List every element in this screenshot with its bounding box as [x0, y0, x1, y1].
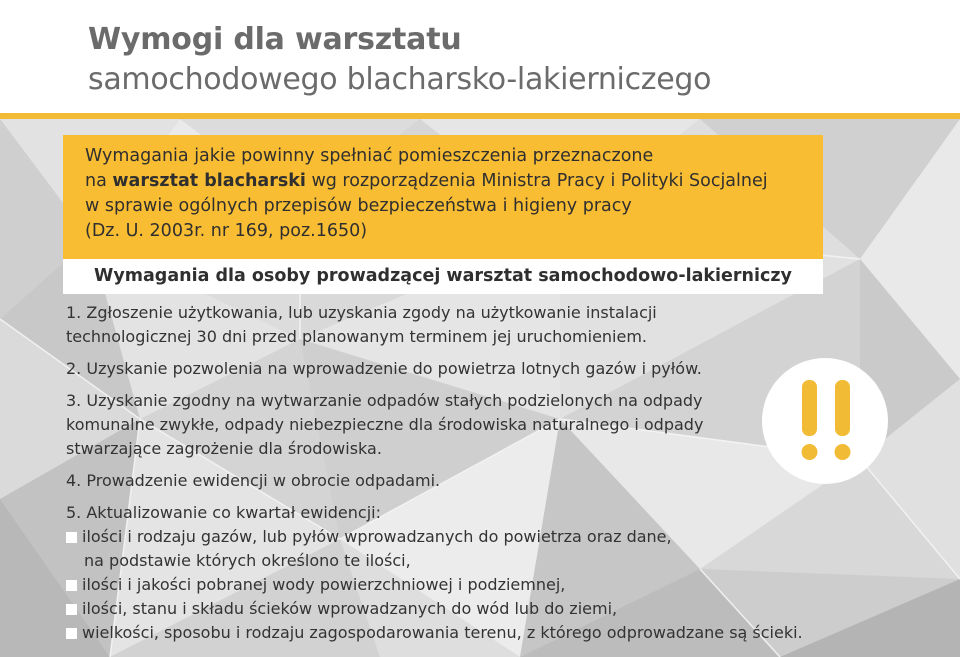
intro-emphasis: warsztat blacharski [112, 171, 306, 191]
header [0, 0, 960, 113]
bullet-square-icon [66, 532, 77, 543]
intro-line-3: w sprawie ogólnych przepisów bezpieczeństwa i higieny pracy [85, 196, 632, 216]
list-item: 2. Uzyskanie pozwolenia na wprowadzenie do powietrza lotnych gazów i pyłów. [66, 359, 702, 378]
requirements-list [66, 301, 866, 653]
alert-badge [762, 358, 888, 484]
list-item: 3. Uzyskanie zgodny na wytwarzanie odpadów stałych podzielonych na odpady komunalne zwykłe, odpady niebezpieczne dla środowiska naturalnego i odpady stwarzające zagrożenie dla środowiska. [66, 391, 704, 458]
intro-line-1: Wymagania jakie powinny spełniać pomieszczenia przeznaczone [85, 146, 654, 166]
intro-line-2: na warsztat blacharski wg rozporządzenia Ministra Pracy i Polityki Socjalnej [85, 171, 768, 191]
section-heading: Wymagania dla osoby prowadzącej warsztat samochodowo-lakierniczy [63, 259, 823, 294]
sub-item: wielkości, sposobu i rodzaju zagospodarowania terenu, z którego odprowadzane są ścieki. [66, 621, 866, 645]
page-subtitle: samochodowego blacharsko-lakierniczego [88, 62, 712, 97]
sub-item: ilości i rodzaju gazów, lub pyłów wprowadzanych do powietrza oraz dane, [66, 525, 866, 549]
list-item: 1. Zgłoszenie użytkowania, lub uzyskania zgody na użytkowanie instalacji technologicznej 30 dni przed planowanym terminem jej uruchomieniem. [66, 303, 657, 346]
page-title: Wymogi dla warsztatu [88, 22, 462, 57]
list-item: 5. Aktualizowanie co kwartał ewidencji: ilości i rodzaju gazów, lub pyłów wprowadzanych do powietrza oraz dane, na podstawie których określono te ilości, ilości i jakości pobranej wody powierzchniowej i podziemnej, ilości, stanu i składu ścieków wprowadzanych do wód lub do ziemi, wielkości, sposobu i rodzaju zagospodarowania terenu, z którego odprowadzane są ścieki. [66, 501, 866, 645]
double-exclamation-icon [762, 358, 888, 484]
sub-item: ilości, stanu i składu ścieków wprowadzanych do wód lub do ziemi, [66, 597, 866, 621]
sub-item: ilości i jakości pobranej wody powierzchniowej i podziemnej, [66, 573, 866, 597]
bullet-square-icon [66, 628, 77, 639]
bullet-square-icon [66, 580, 77, 591]
intro-panel [63, 135, 823, 259]
list-item: 4. Prowadzenie ewidencji w obrocie odpadami. [66, 471, 441, 490]
bullet-square-icon [66, 604, 77, 615]
intro-line-4: (Dz. U. 2003r. nr 169, poz.1650) [85, 221, 368, 241]
